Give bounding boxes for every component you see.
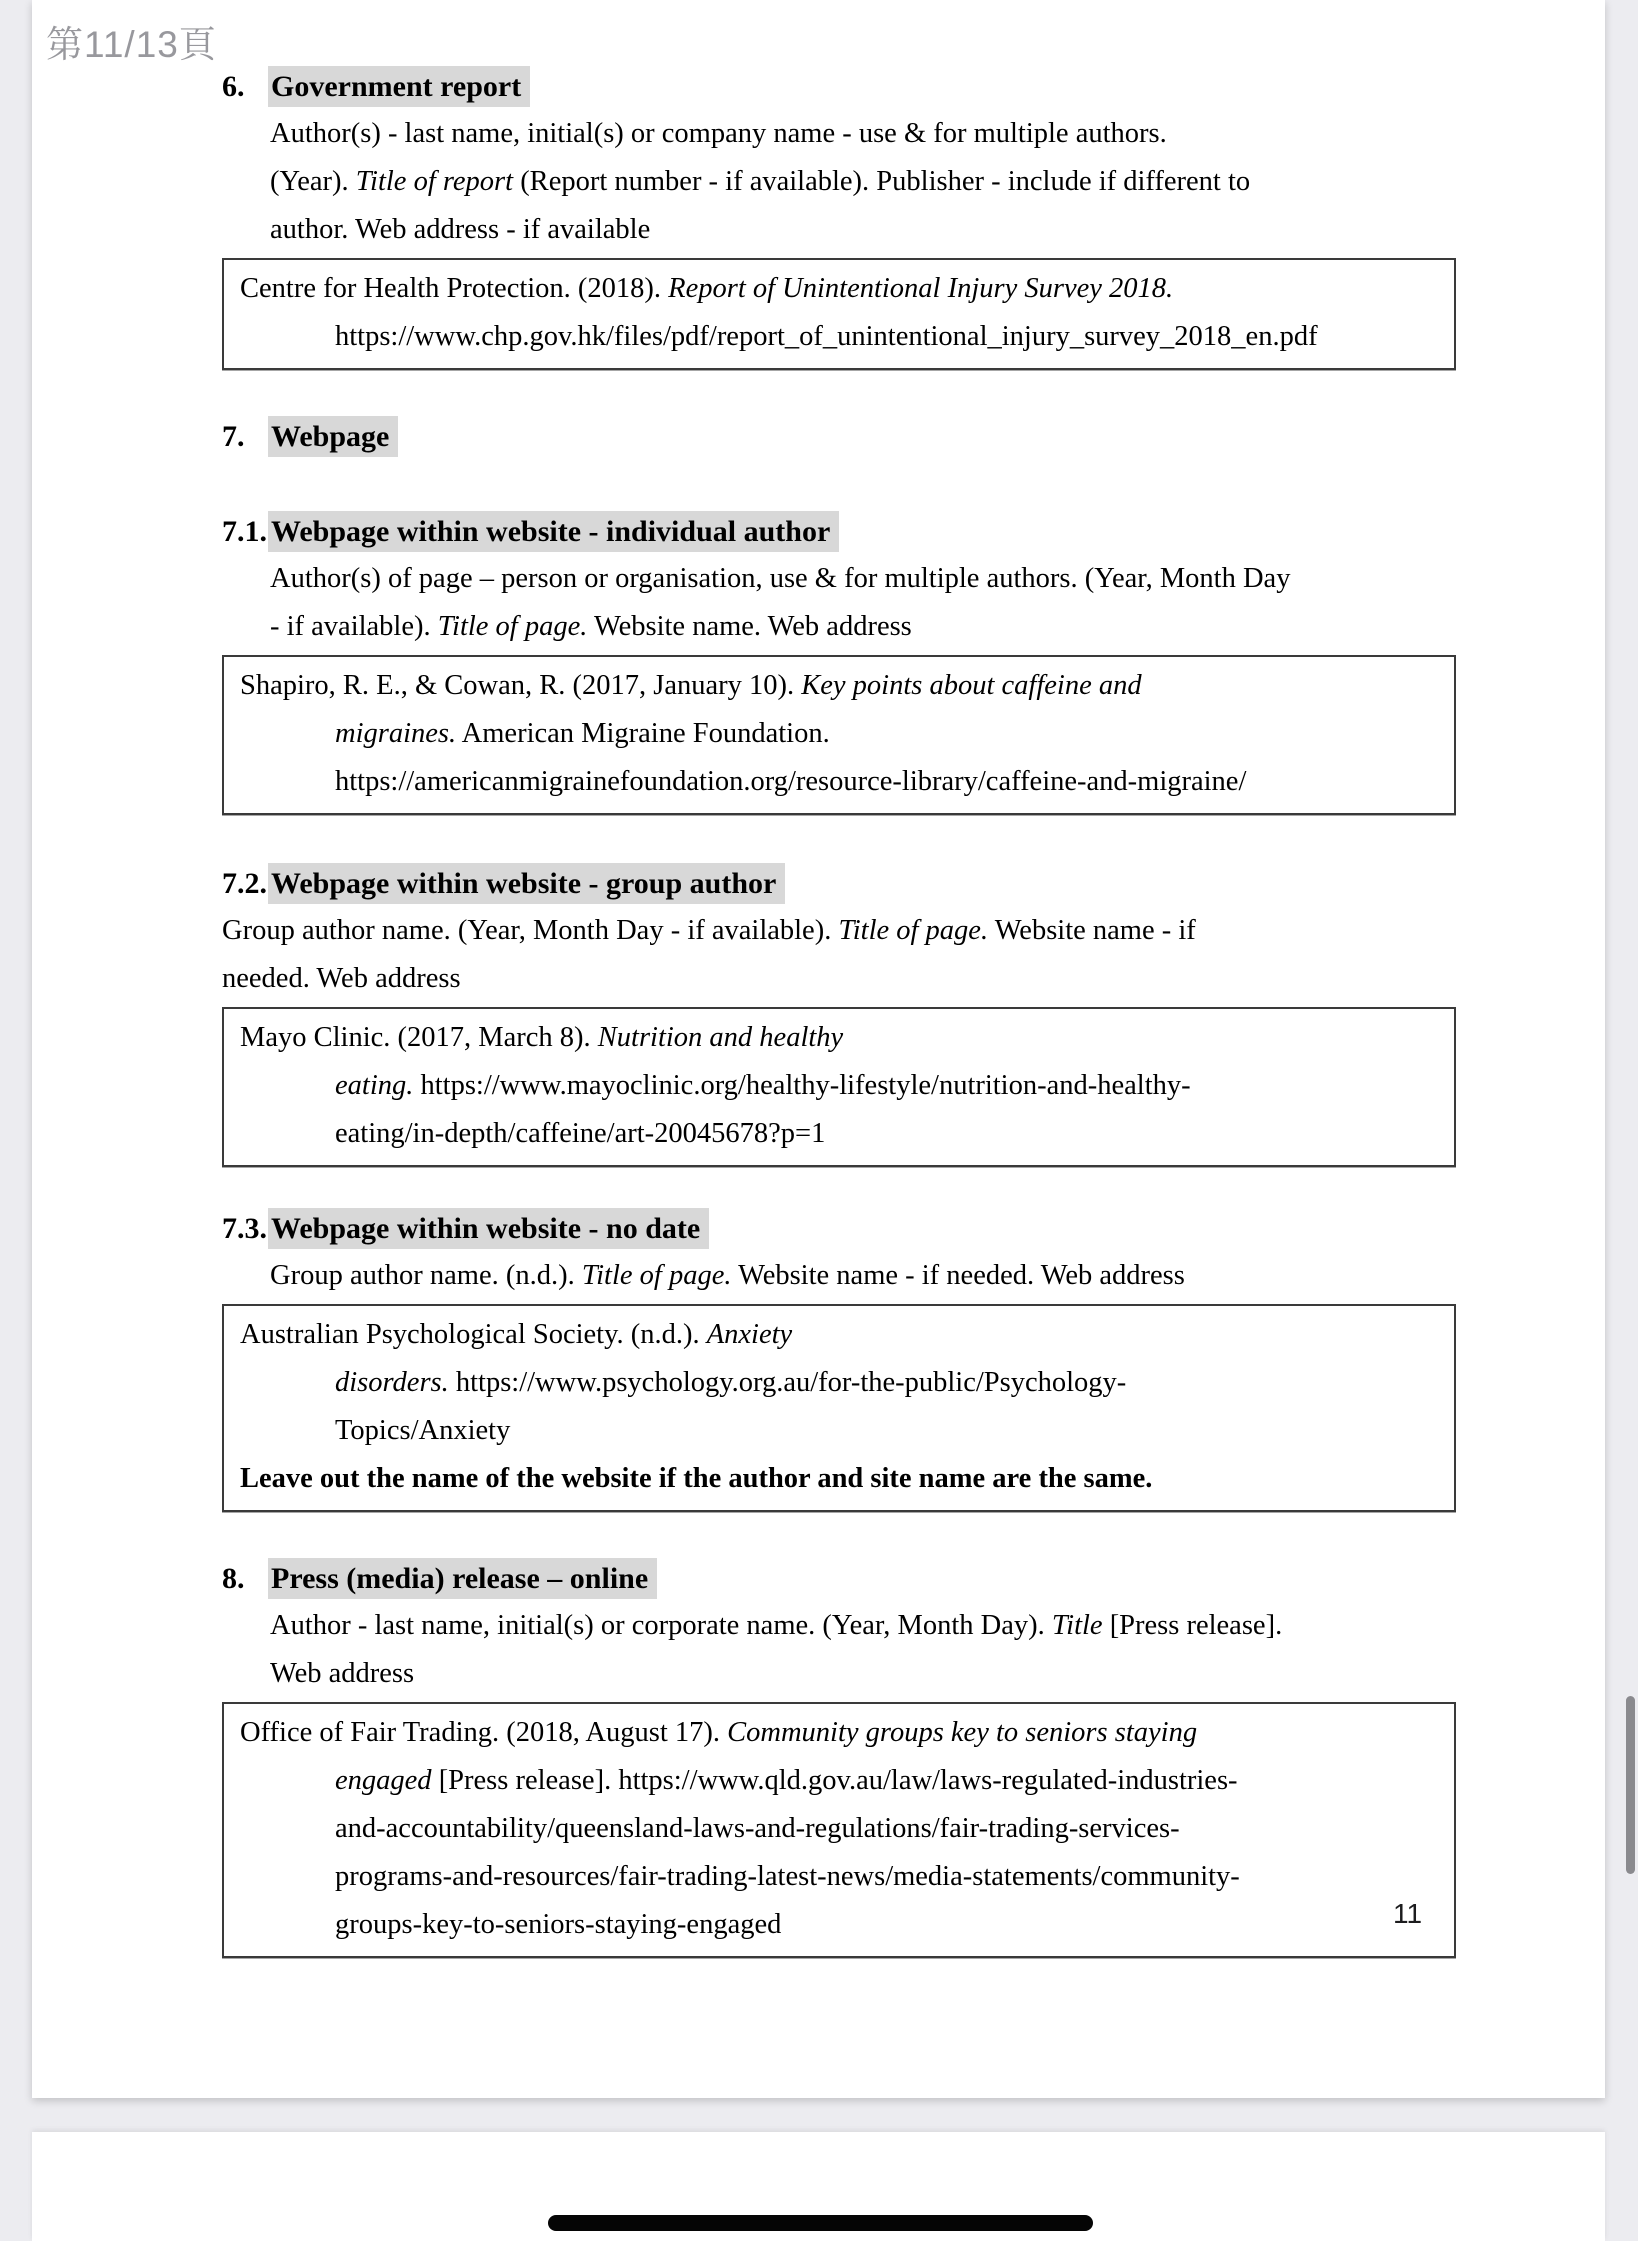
- text-segment: Title of page.: [437, 611, 588, 642]
- text-segment: (Year).: [270, 166, 356, 197]
- section-heading: [222, 863, 1490, 905]
- text-segment: migraines.: [335, 718, 457, 749]
- citation-format-description: [222, 1602, 1490, 1698]
- section-title: Webpage within website - individual author: [268, 511, 839, 552]
- text-segment: https://www.psychology.org.au/for-the-public/Psychology-: [448, 1367, 1127, 1398]
- text-segment: Anxiety: [706, 1319, 793, 1350]
- text-segment: - if available).: [270, 611, 438, 642]
- citation-example-box: [222, 1304, 1456, 1512]
- text-segment: Leave out the name of the website if the author and site name are the same.: [240, 1463, 1153, 1494]
- citation-example-line: [240, 1853, 1440, 1901]
- text-segment: needed. Web address: [222, 963, 461, 994]
- reference-section: [222, 1558, 1490, 1958]
- section-title: Press (media) release – online: [268, 1558, 657, 1599]
- citation-example-line: [240, 1805, 1440, 1853]
- section-heading: [222, 416, 1490, 458]
- scrollbar-thumb[interactable]: [1626, 1696, 1635, 1874]
- text-segment: Title of page.: [581, 1260, 732, 1291]
- text-segment: https://americanmigrainefoundation.org/resource-library/caffeine-and-migraine/: [335, 766, 1247, 797]
- section-heading: [222, 1558, 1490, 1600]
- home-indicator[interactable]: [548, 2215, 1093, 2231]
- citation-format-description: [222, 907, 1490, 1003]
- text-segment: and-accountability/queensland-laws-and-regulations/fair-trading-services-: [335, 1813, 1180, 1844]
- document-sections: [222, 0, 1490, 1958]
- section-heading: [222, 511, 1490, 553]
- section-heading: [222, 66, 1490, 108]
- format-rule-line: [222, 158, 1490, 206]
- reference-section: [222, 863, 1490, 1167]
- citation-example-box: [222, 1702, 1456, 1958]
- citation-example-box: [222, 1007, 1456, 1167]
- format-rule-line: [222, 1602, 1490, 1650]
- format-rule-line: [222, 955, 1490, 1003]
- text-segment: Author(s) - last name, initial(s) or company name - use & for multiple authors.: [270, 118, 1167, 149]
- citation-example-line: [240, 265, 1440, 313]
- section-number: 6.: [222, 70, 245, 103]
- citation-example-line: [240, 313, 1440, 361]
- text-segment: Title of report: [355, 166, 514, 197]
- text-segment: Website name. Web address: [587, 611, 912, 642]
- section-number: 8.: [222, 1562, 245, 1595]
- pdf-page: [32, 0, 1605, 2098]
- reference-section: [222, 416, 1490, 458]
- reference-section: [222, 0, 1490, 370]
- citation-example-line: [240, 1709, 1440, 1757]
- format-rule-line: [222, 555, 1490, 603]
- text-segment: Report of Unintentional Injury Survey 2018.: [668, 273, 1174, 304]
- text-segment: [Press release]. https://www.qld.gov.au/law/laws-regulated-industries-: [431, 1765, 1238, 1796]
- text-segment: Web address: [270, 1658, 415, 1689]
- text-segment: Group author name. (n.d.).: [270, 1260, 582, 1291]
- citation-example-line: [240, 1110, 1440, 1158]
- text-segment: https://www.mayoclinic.org/healthy-lifestyle/nutrition-and-healthy-: [413, 1070, 1191, 1101]
- text-segment: Office of Fair Trading. (2018, August 17).: [240, 1717, 728, 1748]
- format-rule-line: [222, 1650, 1490, 1698]
- text-segment: Australian Psychological Society. (n.d.).: [240, 1319, 707, 1350]
- text-segment: engaged: [335, 1765, 432, 1796]
- citation-format-description: [222, 110, 1490, 254]
- section-number: 7.2.: [222, 867, 267, 900]
- text-segment: Website name - if: [988, 915, 1196, 946]
- text-segment: Topics/Anxiety: [335, 1415, 511, 1446]
- page-indicator-label: 第11/13頁: [46, 24, 217, 65]
- citation-example-line: [240, 710, 1440, 758]
- text-segment: Group author name. (Year, Month Day - if available).: [222, 915, 839, 946]
- citation-example-line: [240, 1407, 1440, 1455]
- text-segment: disorders.: [335, 1367, 449, 1398]
- citation-example-box: [222, 655, 1456, 815]
- citation-format-description: [222, 1252, 1490, 1300]
- text-segment: author. Web address - if available: [270, 214, 651, 245]
- text-segment: Centre for Health Protection. (2018).: [240, 273, 669, 304]
- text-segment: Key points about caffeine and: [801, 670, 1142, 701]
- document-page-number: 11: [1393, 1898, 1423, 1929]
- section-heading: [222, 1208, 1490, 1250]
- text-segment: programs-and-resources/fair-trading-latest-news/media-statements/community-: [335, 1861, 1240, 1892]
- citation-example-line: [240, 1455, 1440, 1503]
- text-segment: (Report number - if available). Publisher - include if different to: [513, 166, 1251, 197]
- text-segment: Title of page.: [838, 915, 989, 946]
- format-rule-line: [222, 1252, 1490, 1300]
- format-rule-line: [222, 907, 1490, 955]
- citation-example-box: [222, 258, 1456, 370]
- citation-example-line: [240, 662, 1440, 710]
- text-segment: Nutrition and healthy: [597, 1022, 844, 1053]
- text-segment: Author(s) of page – person or organisation, use & for multiple authors. (Year, Month Day: [270, 563, 1291, 594]
- text-segment: Shapiro, R. E., & Cowan, R. (2017, January 10).: [240, 670, 802, 701]
- section-title: Government report: [268, 66, 530, 107]
- citation-example-line: [240, 1757, 1440, 1805]
- text-segment: Mayo Clinic. (2017, March 8).: [240, 1022, 598, 1053]
- section-title: Webpage within website - no date: [268, 1208, 709, 1249]
- citation-example-line: [240, 1014, 1440, 1062]
- text-segment: Title: [1051, 1610, 1103, 1641]
- text-segment: Website name - if needed. Web address: [731, 1260, 1185, 1291]
- text-segment: groups-key-to-seniors-staying-engaged: [335, 1909, 782, 1940]
- text-segment: eating.: [335, 1070, 414, 1101]
- section-number: 7.3.: [222, 1212, 267, 1245]
- text-segment: Author - last name, initial(s) or corporate name. (Year, Month Day).: [270, 1610, 1052, 1641]
- format-rule-line: [222, 603, 1490, 651]
- reference-section: [222, 511, 1490, 815]
- citation-example-line: [240, 758, 1440, 806]
- text-segment: eating/in-depth/caffeine/art-20045678?p=1: [335, 1118, 826, 1149]
- section-title: Webpage within website - group author: [268, 863, 785, 904]
- section-title: Webpage: [268, 416, 398, 457]
- citation-format-description: [222, 555, 1490, 651]
- format-rule-line: [222, 110, 1490, 158]
- text-segment: Community groups key to seniors staying: [727, 1717, 1198, 1748]
- citation-example-line: [240, 1311, 1440, 1359]
- text-segment: American Migraine Foundation.: [456, 718, 830, 749]
- reference-section: [222, 1208, 1490, 1512]
- citation-example-line: [240, 1062, 1440, 1110]
- text-segment: [Press release].: [1102, 1610, 1283, 1641]
- citation-example-line: [240, 1359, 1440, 1407]
- format-rule-line: [222, 206, 1490, 254]
- section-number: 7.1.: [222, 515, 267, 548]
- text-segment: https://www.chp.gov.hk/files/pdf/report_of_unintentional_injury_survey_2018_en.pdf: [335, 321, 1318, 352]
- section-number: 7.: [222, 420, 245, 453]
- citation-example-line: [240, 1901, 1440, 1949]
